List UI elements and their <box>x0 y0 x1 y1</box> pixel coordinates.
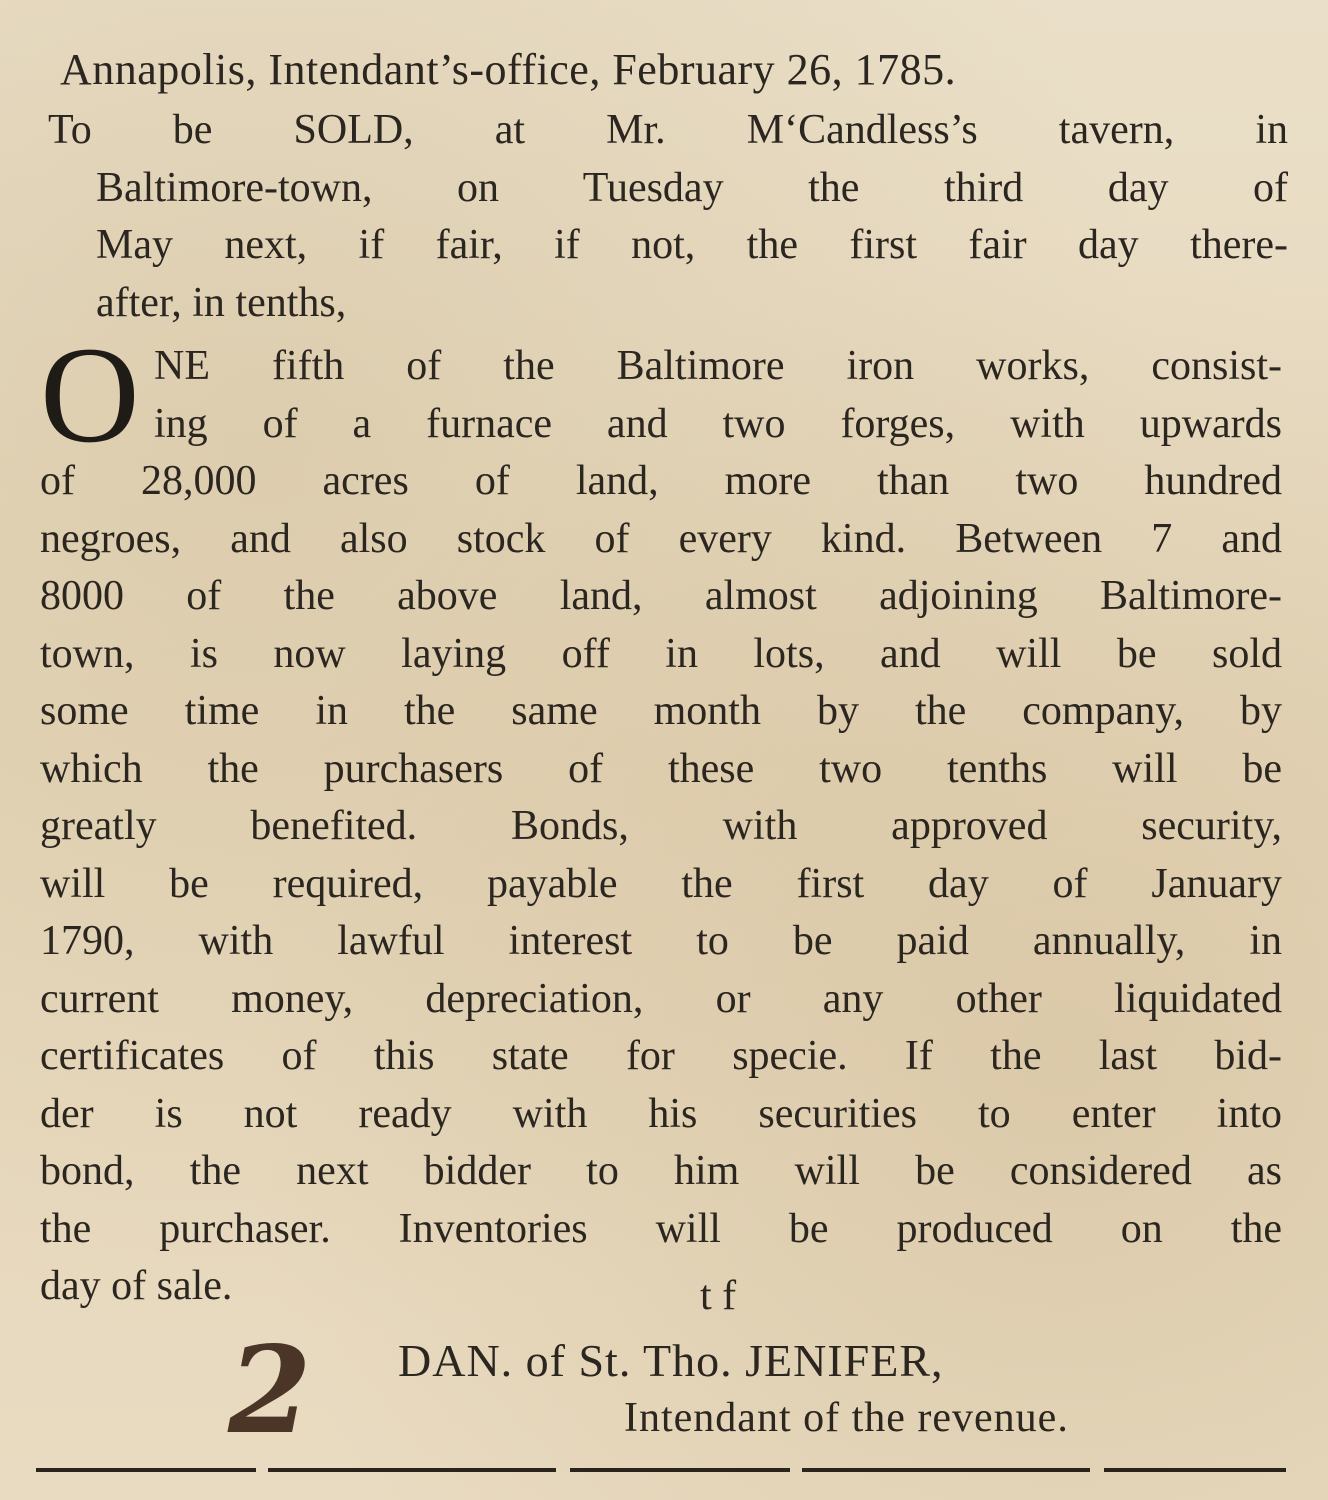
body-line: negroes, and also stock of every kind. Between 7 and <box>40 515 1282 562</box>
body-line: der is not ready with his securities to enter into <box>40 1090 1282 1137</box>
body-line: ing of a furnace and two forges, with upwards <box>154 400 1282 447</box>
body-line: day of sale. <box>40 1263 233 1309</box>
body-line: will be required, payable the first day of January <box>40 860 1282 907</box>
body-line: NE fifth of the Baltimore iron works, consist- <box>154 343 1282 389</box>
dateline: Annapolis, Intendant’s-office, February 26, 1785. <box>60 45 957 94</box>
body-line: which the purchasers of these two tenths will be <box>40 745 1282 792</box>
body-line: 8000 of the above land, almost adjoining Baltimore- <box>40 573 1282 619</box>
body-line: greatly benefited. Bonds, with approved security, <box>40 803 1282 849</box>
intro-line: To be SOLD, at Mr. M‘Candless’s tavern, in <box>48 107 1288 153</box>
drop-cap: O <box>40 318 140 471</box>
signer-name: DAN. of St. Tho. JENIFER, <box>398 1335 944 1386</box>
intro-line: Baltimore-town, on Tuesday the third day of <box>96 164 1288 211</box>
body-line: 1790, with lawful interest to be paid annually, in <box>40 918 1282 964</box>
column-divider-rule <box>36 1468 1286 1472</box>
intro-line: May next, if fair, if not, the first fair day there- <box>96 222 1288 268</box>
body-line: the purchaser. Inventories will be produced on the <box>40 1205 1282 1252</box>
body-line: bond, the next bidder to him will be considered as <box>40 1148 1282 1194</box>
body-line: town, is now laying off in lots, and will be sold <box>40 630 1282 677</box>
sale-announcement <box>48 102 1288 332</box>
signer-title: Intendant of the revenue. <box>624 1395 1069 1441</box>
body-line: of 28,000 acres of land, more than two hundred <box>40 458 1282 504</box>
intro-line: after, in tenths, <box>96 279 347 326</box>
handwritten-number: 2 <box>228 1320 312 1461</box>
body-line: some time in the same month by the company, by <box>40 688 1282 734</box>
body-line: certificates of this state for specie. If the last bid- <box>40 1033 1282 1079</box>
body-line: current money, depreciation, or any other liquidated <box>40 975 1282 1022</box>
till-forbid-mark: t f <box>700 1273 737 1319</box>
advertisement-body <box>40 318 1282 1316</box>
